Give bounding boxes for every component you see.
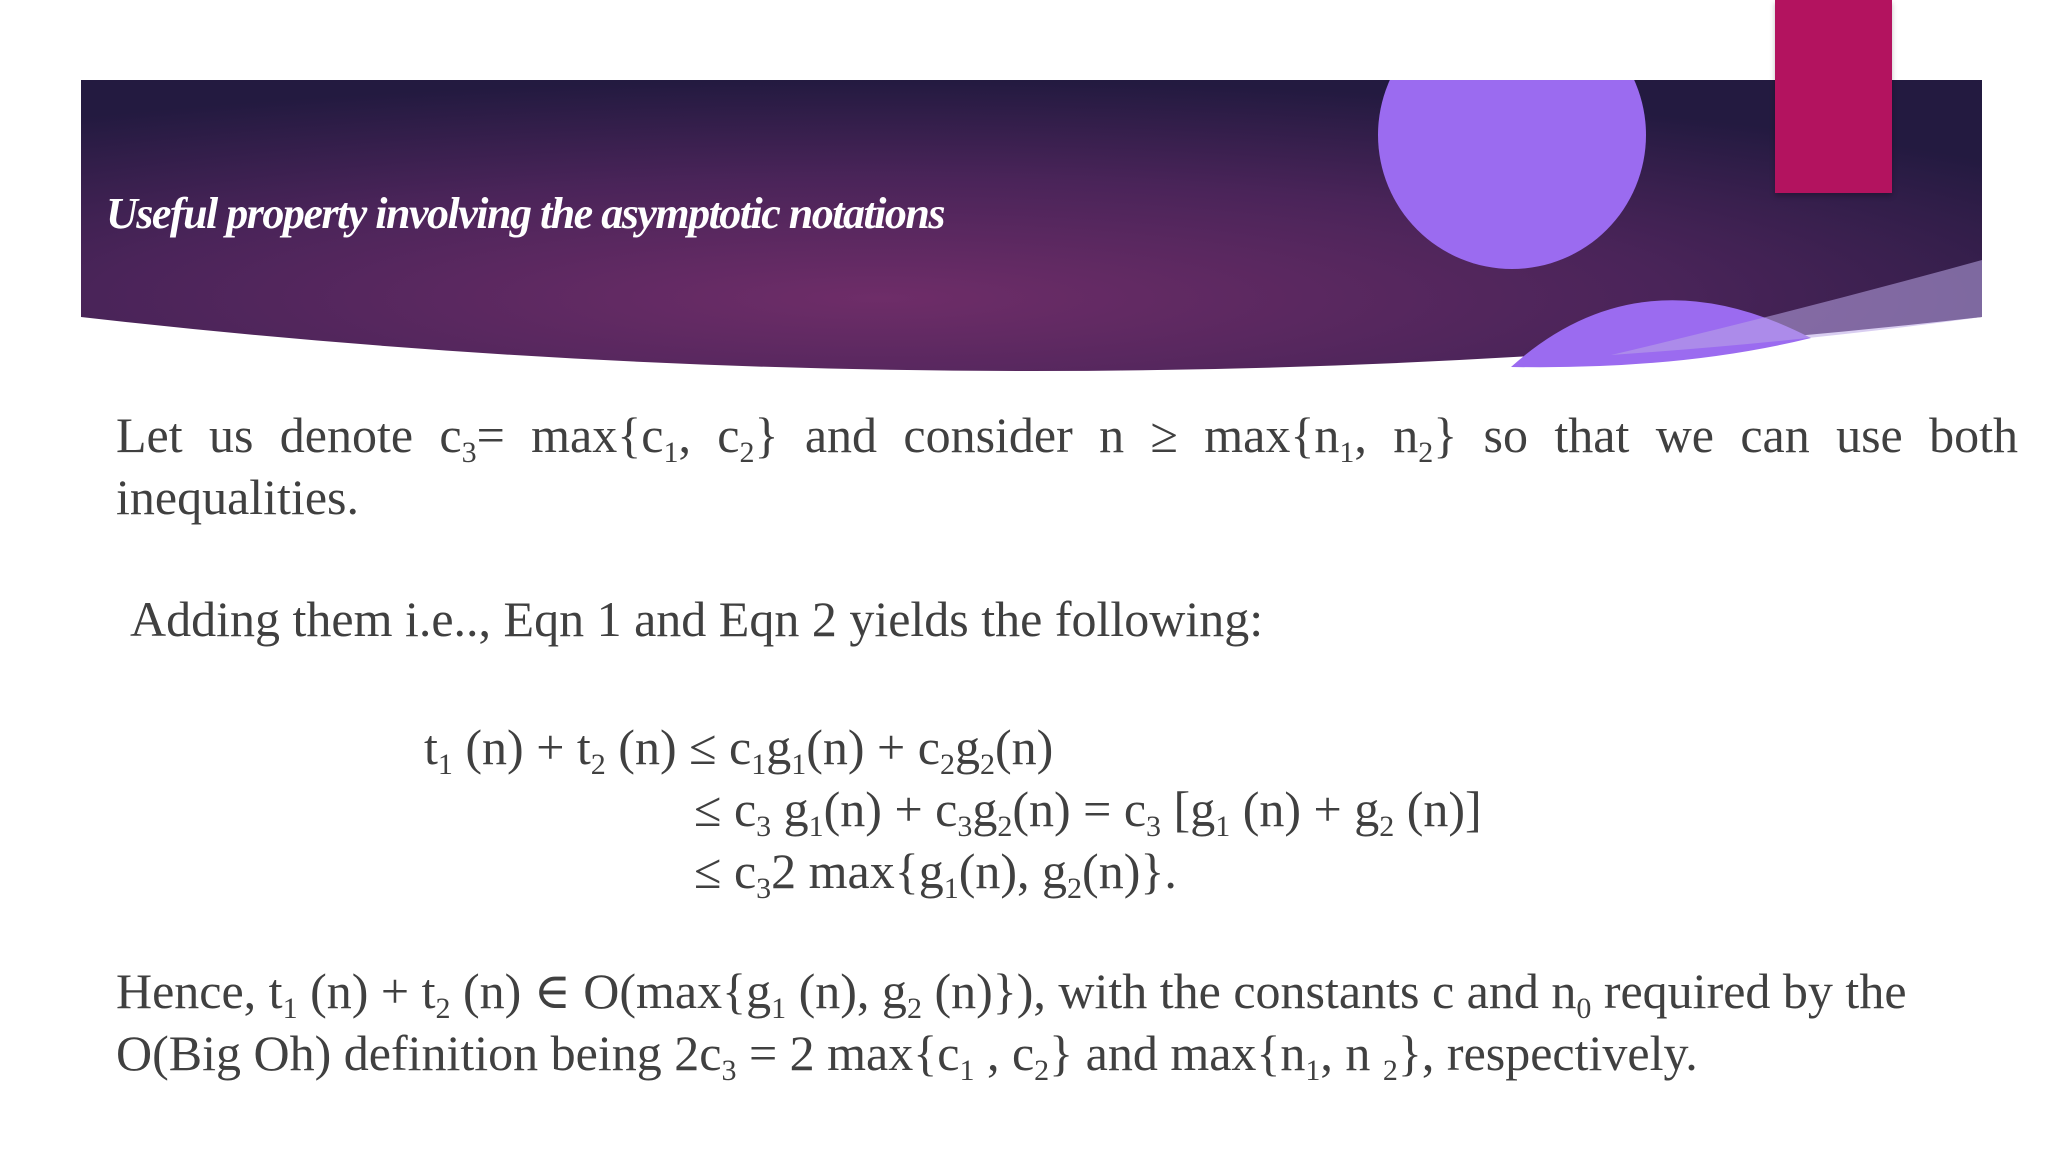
paragraph-hence-line-2: O(Big Oh) definition being $2c_3 = 2$ $\max\{c_1$ , $c_2$} and $\max\{n_1$, n $_2$}, respectively.: [116, 1025, 1698, 1087]
slide-title: Useful property involving the asymptotic notations: [106, 189, 945, 238]
paragraph-hence-line-1: Hence, $t_1$ $(n) + t_2$ (n) ∈ $O(\max\{g_1$ (n), $g_2$ (n)}), with the constants c and $n_0$ required by the: [116, 963, 1907, 1025]
equation-line-2: ≤ $c_3$ $g_1(n) + c_3g_2(n) = c_3$ [$g_1$ $(n) + g_2$ (n)]: [694, 781, 1482, 843]
equation-line-3: ≤ $c_32$ $\max\{g_1(n)$, $g_2(n)$}.: [694, 843, 1177, 905]
accent-bar: [1775, 0, 1892, 193]
paragraph-denote: Let us denote $c_3= \max\{c_1$, $c_2$} and consider $n \ge \max\{n_1$, $n_2$} so that we can use both inequalities.: [116, 407, 2018, 525]
equation-line-1: $t_1$ $(n) + t_2$ $(n) \le c_1g_1(n) + c_2g_2(n)$: [424, 719, 1054, 781]
paragraph-adding: Adding them i.e.., Eqn 1 and Eqn 2 yields the following:: [130, 591, 1264, 647]
